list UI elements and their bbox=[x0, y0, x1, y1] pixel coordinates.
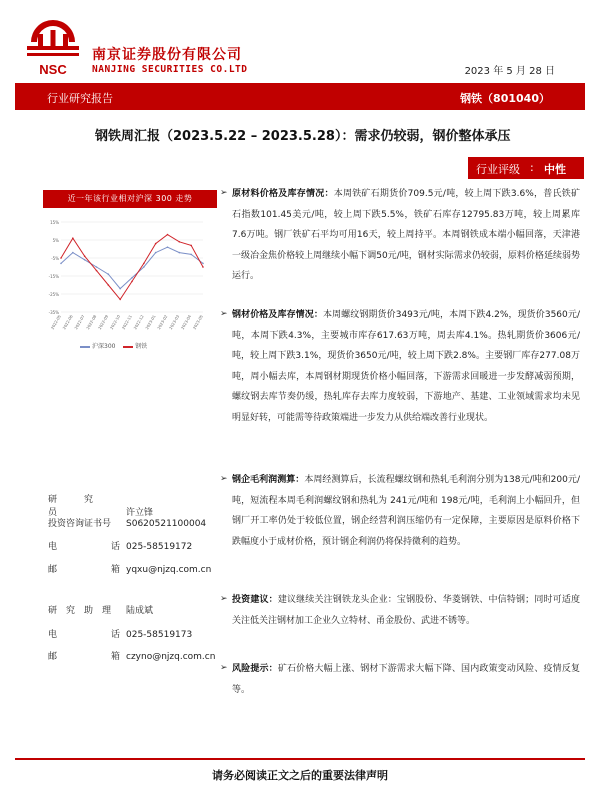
data-point bbox=[84, 259, 86, 261]
data-point bbox=[179, 252, 181, 254]
data-point bbox=[72, 237, 74, 239]
company-name-en: NANJING SECURITIES CO.LTD bbox=[92, 64, 248, 75]
x-tick-label: 2022-07 bbox=[73, 314, 86, 331]
x-tick-label: 2022-09 bbox=[96, 314, 110, 331]
sector-code: 钢铁（801040） bbox=[460, 92, 550, 105]
legal-disclaimer-link[interactable]: 请务必阅读正文之后的重要法律声明 bbox=[212, 769, 388, 782]
rating-label: 行业评级 bbox=[476, 163, 520, 176]
analyst-row: 电 话 025-58519173 bbox=[48, 630, 193, 640]
legend-item-0 bbox=[80, 343, 115, 350]
analyst-row: 电 话 025-58519172 bbox=[48, 542, 193, 552]
x-tick-label: 2022-06 bbox=[61, 314, 74, 331]
analyst-row: 邮 箱 czyno@njzq.com.cn bbox=[48, 652, 216, 662]
x-tick-label: 2022-05 bbox=[49, 314, 62, 331]
bullet-arrow: ➢ bbox=[220, 309, 228, 319]
data-point bbox=[72, 252, 74, 254]
x-tick-label: 2023-01 bbox=[144, 314, 157, 331]
legend-swatch bbox=[123, 346, 133, 348]
bullet-arrow: ➢ bbox=[220, 474, 228, 484]
x-tick-label: 2022-12 bbox=[132, 314, 145, 331]
data-point bbox=[143, 263, 145, 265]
data-point bbox=[108, 284, 110, 286]
x-tick-label: 2022-08 bbox=[85, 314, 98, 331]
bullet-arrow: ➢ bbox=[220, 188, 228, 198]
data-point bbox=[155, 252, 157, 254]
data-point bbox=[96, 266, 98, 268]
legend-label: 沪深300 bbox=[92, 343, 116, 350]
data-point bbox=[167, 246, 169, 248]
data-point bbox=[84, 255, 86, 257]
series-line-1 bbox=[61, 235, 203, 300]
data-point bbox=[202, 263, 204, 265]
x-tick-label: 2023-04 bbox=[179, 314, 193, 331]
paragraph-raw-materials: 原材料价格及库存情况：本周铁矿石期货价709.5元/吨，较上周下跌3.6%，普氏铁矿石指数101.45美元/吨，较上周下跌5.5%，铁矿石库存12795.83万吨，较上周累库7.6万吨。钢厂铁矿石平均可用16天，较上周持平。本周钢铁成本端小幅回落，天津港一级冶金焦价格较上周继续小幅下调50元/吨，钢材实际需求仍较弱，原料价格延续弱势运行。 bbox=[232, 189, 580, 281]
bullet-arrow: ➢ bbox=[220, 663, 228, 673]
legend-swatch bbox=[80, 346, 90, 348]
y-tick-label: 15% bbox=[50, 220, 59, 225]
y-tick-label: 5% bbox=[52, 238, 59, 243]
x-tick-label: 2022-10 bbox=[108, 314, 122, 331]
legend-item-1 bbox=[123, 343, 147, 350]
paragraph-investment: 投资建议：建议继续关注钢铁龙头企业：宝钢股份、华菱钢铁、中信特钢；同时可适度关注低关注钢材加工企业久立特材、甬金股份、武进不锈等。 bbox=[232, 595, 580, 626]
data-point bbox=[131, 277, 133, 279]
paragraph-profit: 钢企毛利润测算：本周经测算后，长流程螺纹钢和热轧毛利润分别为138元/吨和200元/吨，短流程本周毛利润螺纹钢和热轧为 241元/吨和 198元/吨，毛利润上小幅回升，但钢厂开工率仍处于较低位置，钢企经营利润压缩仍有一定保障，主要原因是原料价格下跌幅度小于成材价格，预计钢企利润仍将保持微利的趋势。 bbox=[232, 475, 580, 547]
chart-legend bbox=[80, 341, 147, 350]
data-point bbox=[119, 288, 121, 290]
bullet-arrow: ➢ bbox=[220, 594, 228, 604]
data-point bbox=[131, 281, 133, 283]
rating-value: 中性 bbox=[544, 163, 566, 176]
relative-performance-chart bbox=[43, 212, 217, 350]
y-tick-label: -25% bbox=[48, 292, 59, 297]
report-type: 行业研究报告 bbox=[47, 92, 113, 105]
footer-divider bbox=[15, 758, 585, 760]
rating-separator: : bbox=[530, 161, 534, 174]
report-title: 钢铁周汇报（2023.5.22 – 2023.5.28）：需求仍较弱，钢价整体承压 bbox=[95, 129, 511, 144]
legend-label: 钢铁 bbox=[135, 343, 148, 350]
paragraph-steel-prices: 钢材价格及库存情况：本周螺纹钢期货价3493元/吨，本周下跌4.2%，现货价3560元/吨，本周下跌4.3%，主要城市库存617.63万吨，周去库4.1%。热轧期货价3606元/吨，较上周下跌3.1%，现货价3650元/吨，较上周下跌2.8%。主要钢厂库存277.08万吨，周小幅去库，本周钢材期现货价格小幅回落，下游需求回暖进一步发酵减弱预期，螺纹钢去库节奏仍缓，热轧库存去库力度较弱，下游地产、基建、工业领域需求均未见明显好转，可能需等待政策端进一步发力从供给端改善行业现状。 bbox=[232, 310, 580, 423]
chart-title: 近一年该行业相对沪深 300 走势 bbox=[67, 194, 193, 203]
analyst-row: 邮 箱 yqxu@njzq.com.cn bbox=[48, 565, 212, 575]
data-point bbox=[190, 245, 192, 247]
data-point bbox=[179, 241, 181, 243]
y-tick-label: -15% bbox=[48, 274, 59, 279]
data-point bbox=[190, 254, 192, 256]
report-date: 2023 年 5 月 28 日 bbox=[464, 66, 555, 77]
y-tick-label: -35% bbox=[48, 310, 59, 315]
data-point bbox=[202, 266, 204, 268]
data-point bbox=[96, 270, 98, 272]
data-point bbox=[143, 266, 145, 268]
company-name-cn: 南京证券股份有限公司 bbox=[92, 47, 242, 63]
logo-text: NSC bbox=[39, 62, 67, 77]
data-point bbox=[108, 273, 110, 275]
paragraph-risk: 风险提示：矿石价格大幅上涨、钢材下游需求大幅下降、国内政策变动风险、疫情反复等。 bbox=[232, 664, 580, 695]
data-point bbox=[167, 234, 169, 236]
analyst-row: 研 究 员 许立锋 bbox=[48, 495, 154, 518]
data-point bbox=[60, 257, 62, 259]
x-tick-label: 2023-05 bbox=[191, 314, 204, 331]
analyst-row: 研 究 助 理 陆成斌 bbox=[48, 606, 154, 616]
x-tick-label: 2023-02 bbox=[156, 314, 169, 331]
data-point bbox=[155, 243, 157, 245]
x-tick-label: 2023-03 bbox=[167, 314, 181, 331]
y-tick-label: -5% bbox=[51, 256, 59, 261]
x-tick-label: 2022-11 bbox=[120, 314, 133, 331]
data-point bbox=[119, 299, 121, 301]
nsc-logo bbox=[22, 16, 84, 80]
analyst-row: 投资咨询证书号 S0620521100004 bbox=[48, 519, 207, 529]
data-point bbox=[60, 263, 62, 265]
